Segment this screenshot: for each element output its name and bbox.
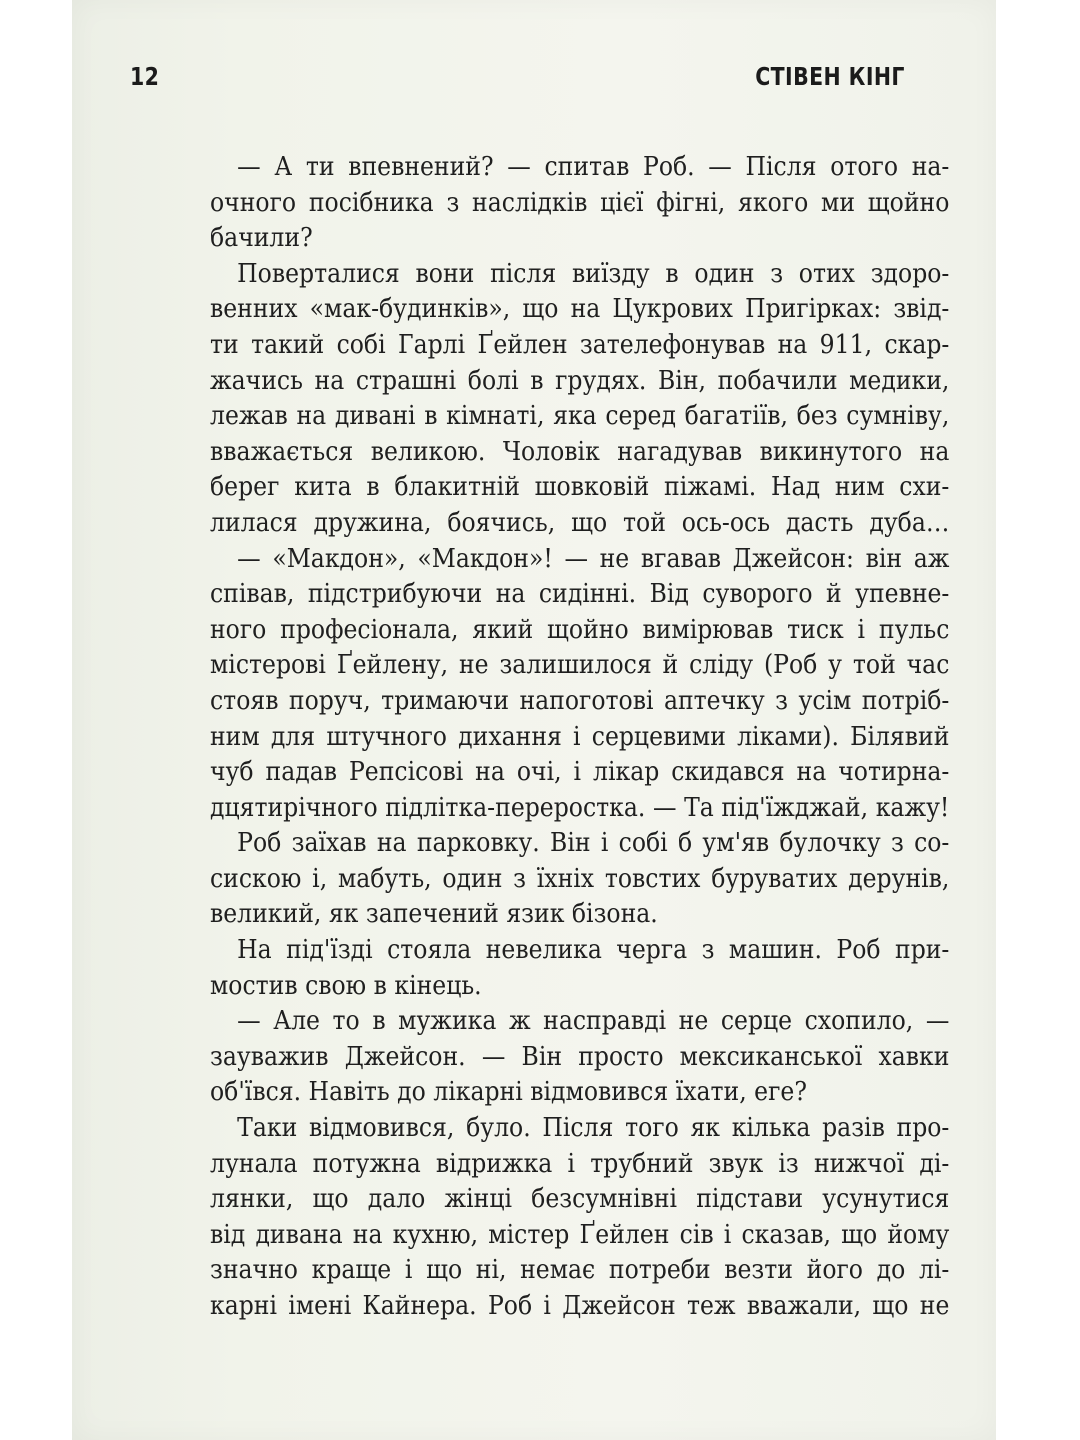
- text-line: бачили?: [210, 223, 313, 254]
- text-line: дцятирічного підлітка-переростка. — Та під'їжджай, кажу!: [210, 792, 950, 823]
- text-line: — А ти впевнений? — спитав Роб. — Після отого на-: [237, 152, 950, 182]
- text-line: стояв поруч, тримаючи напоготові аптечку з усім потріб-: [210, 685, 950, 716]
- text-line: жачись на страшні болі в грудях. Він, побачили медики,: [210, 365, 950, 396]
- text-line: об'ївся. Навіть до лікарні відмовився їхати, еге?: [210, 1077, 807, 1108]
- text-line: очного посібника з наслідків цієї фігні, якого ми щойно: [210, 187, 950, 218]
- text-line: лилася дружина, боячись, що той ось-ось дасть дуба…: [210, 507, 950, 538]
- page-number: 12: [130, 62, 160, 91]
- text-line: співав, підстрибуючи на сидінні. Від суворого й упевне-: [210, 579, 950, 610]
- text-line: лянки, що дало жінці безсумнівні підстави усунутися: [210, 1184, 950, 1215]
- text-line: чуб падав Репсісові на очі, і лікар скидався на чотирна-: [210, 757, 950, 788]
- text-line: Таки відмовився, було. Після того як кілька разів про-: [237, 1113, 950, 1144]
- text-line: сискою і, мабуть, один з їхніх товстих буруватих дерунів,: [210, 863, 950, 894]
- text-line: мостив свою в кінець.: [210, 970, 482, 1001]
- text-line: На під'їзді стояла невелика черга з машин. Роб при-: [237, 935, 950, 966]
- text-line: від дивана на кухню, містер Ґейлен сів і сказав, що йому: [210, 1219, 950, 1250]
- text-line: ного професіонала, який щойно вимірював тиск і пульс: [210, 614, 950, 645]
- text-line: лежав на дивані в кімнаті, яка серед багатіїв, без сумніву,: [210, 401, 950, 432]
- text-line: вважається великою. Чоловік нагадував викинутого на: [210, 436, 950, 467]
- body-text: [210, 150, 950, 1325]
- text-line: Поверталися вони після виїзду в один з отих здоро-: [237, 258, 950, 289]
- text-line: великий, як запечений язик бізона.: [210, 899, 658, 930]
- text-line: ним для штучного дихання і серцевими ліками). Білявий: [210, 721, 950, 752]
- text-line: містерові Ґейлену, не залишилося й сліду (Роб у той час: [210, 650, 950, 681]
- text-line: — Але то в мужика ж насправді не серце схопило, —: [237, 1006, 950, 1037]
- text-line: лунала потужна відрижка і трубний звук із нижчої ді-: [210, 1148, 950, 1179]
- running-head-author: СТІВЕН КІНГ: [755, 62, 905, 91]
- text-line: Роб заїхав на парковку. Він і собі б ум'яв булочку з со-: [237, 828, 950, 859]
- text-line: карні імені Кайнера. Роб і Джейсон теж вважали, що не: [210, 1291, 950, 1321]
- text-line: — «Макдон», «Макдон»! — не вгавав Джейсон: він аж: [237, 543, 950, 574]
- text-line: берег кита в блакитній шовковій піжамі. Над ним схи-: [210, 472, 950, 503]
- page-header: [130, 62, 905, 102]
- text-line: венних «мак-будинків», що на Цукрових Пригірках: звід-: [210, 294, 950, 325]
- text-line: значно краще і що ні, немає потреби везти його до лі-: [210, 1255, 950, 1286]
- text-line: зауважив Джейсон. — Він просто мексиканської хавки: [210, 1041, 950, 1072]
- text-line: ти такий собі Гарлі Ґейлен зателефонував на 911, скар-: [210, 329, 950, 360]
